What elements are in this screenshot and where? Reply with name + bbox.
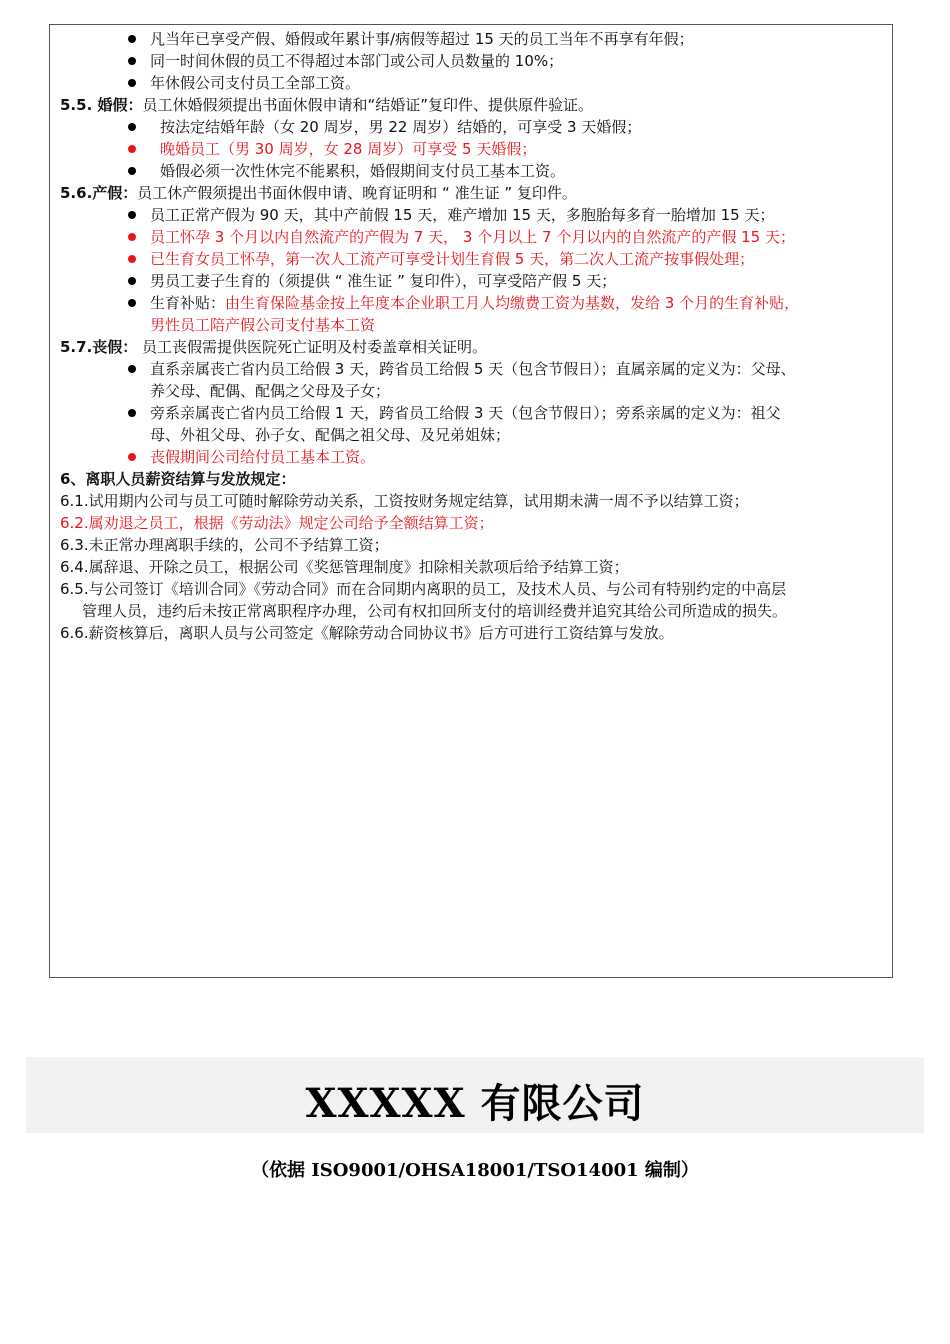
section-number: 5.7.丧假： <box>60 338 138 356</box>
bullet-text: 由生育保险基金按上年度本企业职工月人均缴费工资为基数，发给 3 个月的生育补贴， <box>225 294 800 312</box>
policy-content-box <box>49 24 893 978</box>
section-title: 6、离职人员薪资结算与发放规定： <box>60 470 296 488</box>
bullet-item: 同一时间休假的员工不得超过本部门或公司人员数量的 10%； <box>60 50 886 72</box>
bullet-continuation: 养父母、配偶、配偶之父母及子女； <box>150 382 391 400</box>
clause-item: 6.6.薪资核算后，离职人员与公司签定《解除劳动合同协议书》后方可进行工资结算与发放。 <box>60 624 674 642</box>
bullet-continuation: 母、外祖父母、孙子女、配偶之祖父母、及兄弟姐妹； <box>150 426 511 444</box>
bullet-item: 员工正常产假为 90 天，其中产前假 15 天，难产增加 15 天，多胞胎每多育一胎增加 15 天； <box>60 204 886 226</box>
bullet-item: 按法定结婚年龄（女 20 周岁，男 22 周岁）结婚的，可享受 3 天婚假； <box>60 116 886 138</box>
bullet-item <box>60 292 886 314</box>
section-text: 员工休产假须提出书面休假申请、晚育证明和 “ 准生证 ” 复印件。 <box>137 184 577 202</box>
section-number: 5.6.产假： <box>60 184 138 202</box>
section-heading <box>60 182 886 204</box>
clause-item: 6.5.与公司签订《培训合同》《劳动合同》而在合同期内离职的员工，及技术人员、与公司有特别约定的中高层 <box>60 580 787 598</box>
policy-text <box>60 28 886 644</box>
bullet-item: 晚婚员工（男 30 周岁，女 28 周岁）可享受 5 天婚假； <box>60 138 886 160</box>
company-name: XXXXX 有限公司 <box>305 1080 645 1127</box>
section-text: 员工丧假需提供医院死亡证明及村委盖章相关证明。 <box>137 338 488 356</box>
clause-continuation: 管理人员，违约后未按正常离职程序办理，公司有权扣回所支付的培训经费并追究其给公司所造成的损失。 <box>82 602 788 620</box>
bullet-item: 已生育女员工怀孕，第一次人工流产可享受计划生育假 5 天，第二次人工流产按事假处理； <box>60 248 886 270</box>
section-text: 员工休婚假须提出书面休假申请和“结婚证”复印件、提供原件验证。 <box>142 96 594 114</box>
clause-item: 6.3.未正常办理离职手续的，公司不予结算工资； <box>60 536 389 554</box>
bullet-item: 年休假公司支付员工全部工资。 <box>60 72 886 94</box>
clause-item: 6.1.试用期内公司与员工可随时解除劳动关系，工资按财务规定结算，试用期未满一周不予以结算工资； <box>60 492 749 510</box>
bullet-item: 凡当年已享受产假、婚假或年累计事/病假等超过 15 天的员工当年不再享有年假； <box>60 28 886 50</box>
section-heading <box>60 336 886 358</box>
bullet-item: 员工怀孕 3 个月以内自然流产的产假为 7 天， 3 个月以上 7 个月以内的自然流产的产假 15 天； <box>60 226 886 248</box>
bullet-item: 男员工妻子生育的（须提供 “ 准生证 ” 复印件），可享受陪产假 5 天； <box>60 270 886 292</box>
bullet-item: 婚假必须一次性休完不能累积，婚假期间支付员工基本工资。 <box>60 160 886 182</box>
standards-basis: （依据 ISO9001/OHSA18001/TSO14001 编制） <box>251 1160 699 1181</box>
section-heading <box>60 94 886 116</box>
bullet-continuation: 男性员工陪产假公司支付基本工资 <box>150 316 376 334</box>
bullet-item: 直系亲属丧亡省内员工给假 3 天，跨省员工给假 5 天（包含节假日）；直属亲属的定义为：父母、 <box>60 358 886 380</box>
bullet-label: 生育补贴： <box>150 294 226 312</box>
bullet-item: 旁系亲属丧亡省内员工给假 1 天，跨省员工给假 3 天（包含节假日）；旁系亲属的定义为：祖父 <box>60 402 886 424</box>
clause-item: 6.2.属劝退之员工，根据《劳动法》规定公司给予全额结算工资； <box>60 514 494 532</box>
clause-item: 6.4.属辞退、开除之员工，根据公司《奖惩管理制度》扣除相关款项后给予结算工资； <box>60 558 629 576</box>
bullet-item: 丧假期间公司给付员工基本工资。 <box>60 446 886 468</box>
section-number: 5.5. 婚假： <box>60 96 143 114</box>
